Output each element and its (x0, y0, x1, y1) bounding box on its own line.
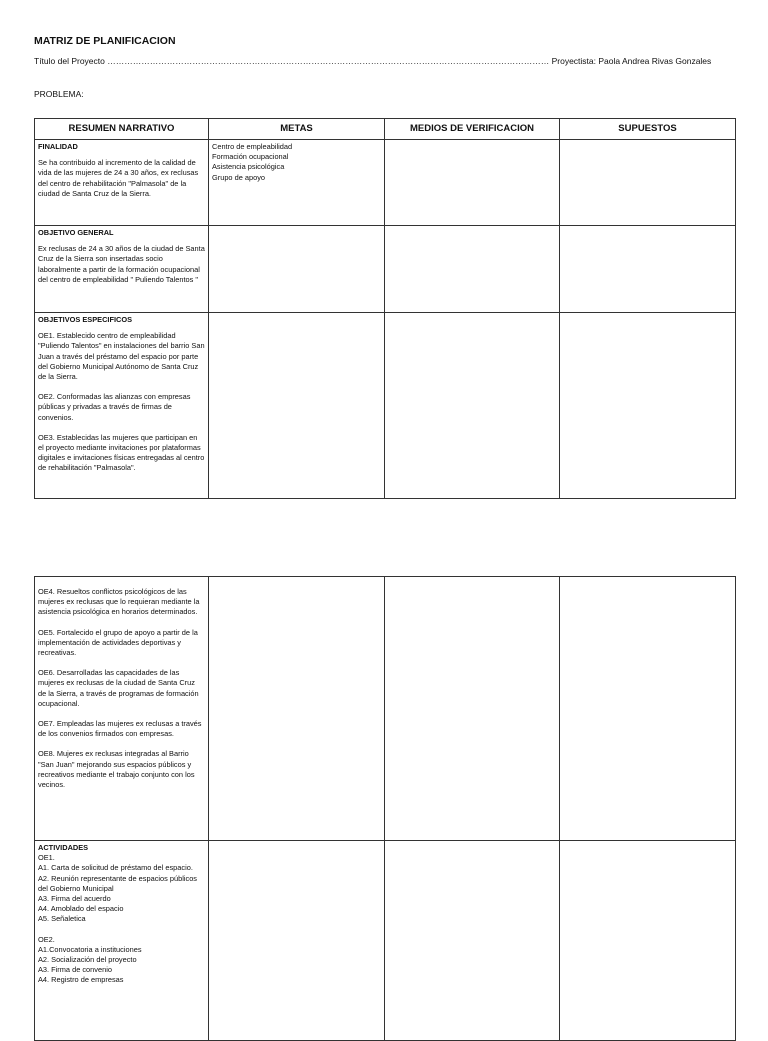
activity-item: A1. Carta de solicitud de préstamo del espacio. (38, 863, 193, 873)
meta-item: Grupo de apoyo (212, 172, 266, 182)
activity-item: A2. Socialización del proyecto (38, 955, 137, 965)
objective-item: OE1. Establecido centro de empleabilidad "Puliendo Talentos" en instalaciones del barrio San Juan a través del préstamo del espacio por parte del Gobierno Municipal Autónomo de Santa Cruz de la Sierra. (38, 331, 205, 382)
activity-item: A2. Reunión representante de espacios públicos del Gobierno Municipal (38, 873, 198, 893)
cell-actividades (35, 841, 209, 1041)
cell-finalidad (35, 140, 209, 226)
cell-continued-medios (385, 577, 560, 841)
finalidad-title: FINALIDAD (38, 142, 78, 151)
cell-finalidad-medios (385, 140, 560, 226)
activity-group-label: OE1. (38, 853, 55, 863)
objective-item: OE5. Fortalecido el grupo de apoyo a partir de la implementación de actividades deportivas y recreativas. (38, 627, 198, 658)
meta-item: Formación ocupacional (212, 152, 289, 162)
row-objetivo-general (35, 226, 736, 313)
document-title: MATRIZ DE PLANIFICACION (34, 35, 176, 47)
planning-matrix-page-1 (34, 118, 736, 499)
cell-actividades-medios (385, 841, 560, 1041)
header-resumen-narrativo: RESUMEN NARRATIVO (35, 119, 209, 140)
objective-item: OE8. Mujeres ex reclusas integradas al Barrio "San Juan" mejorando sus espacios públicos y recreativos mediante el trabajo conjunto con los vecinos. (38, 749, 195, 790)
cell-continued-supuestos (560, 577, 736, 841)
header-row (35, 119, 736, 140)
meta-item: Asistencia psicológica (212, 162, 285, 172)
activity-item: A1.Convocatoria a instituciones (38, 944, 142, 954)
activity-item: A3. Firma de convenio (38, 965, 112, 975)
problem-label: PROBLEMA: (34, 89, 84, 99)
activity-item: A5. Señaletica (38, 914, 86, 924)
cell-objetivos-especificos-metas (209, 313, 385, 499)
planning-matrix-page-2 (34, 576, 736, 1041)
row-objetivos-especificos-continued (35, 577, 736, 841)
header-medios-verificacion: MEDIOS DE VERIFICACION (385, 119, 560, 140)
cell-finalidad-metas (209, 140, 385, 226)
activity-item: A4. Amoblado del espacio (38, 904, 124, 914)
row-finalidad (35, 140, 736, 226)
objetivo-general-text: Ex reclusas de 24 a 30 años de la ciudad de Santa Cruz de la Sierra son insertadas socio laboralmente a partir de la formación ocupacional del centro de empleabilidad " Puliendo Talentos " (38, 244, 205, 284)
objetivos-especificos-title: OBJETIVOS ESPECIFICOS (38, 315, 133, 324)
objetivo-general-title: OBJETIVO GENERAL (38, 228, 114, 237)
activity-item: A3. Firma del acuerdo (38, 894, 111, 904)
objective-item: OE4. Resueltos conflictos psicológicos de las mujeres ex reclusas que lo requieran mediante la asistencia psicológica en horarios determinados. (38, 587, 200, 617)
cell-actividades-supuestos (560, 841, 736, 1041)
cell-objetivos-especificos (35, 313, 209, 499)
objective-item: OE7. Empleadas las mujeres ex reclusas a través de los convenios firmados con empresas. (38, 719, 202, 739)
activity-group-label: OE2. (38, 934, 55, 944)
objective-item: OE3. Establecidas las mujeres que participan en el proyecto mediante invitaciones por plataformas digitales e invitaciones físicas entregadas al centro de rehabilitación "Palmasola". (38, 432, 205, 473)
cell-continued-metas (209, 577, 385, 841)
actividades-title: ACTIVIDADES (38, 843, 89, 852)
cell-objetivo-general-supuestos (560, 226, 736, 313)
cell-actividades-metas (209, 841, 385, 1041)
header-supuestos: SUPUESTOS (560, 119, 736, 140)
activity-item: A4. Registro de empresas (38, 975, 124, 985)
objective-item: OE6. Desarrolladas las capacidades de las mujeres ex reclusas de la ciudad de Santa Cruz de la Sierra, a través de programas de formación ocupacional. (38, 668, 199, 708)
cell-objetivos-especificos-medios (385, 313, 560, 499)
finalidad-text: Se ha contribuido al incremento de la calidad de vida de las mujeres de 24 a 30 años, ex reclusas del centro de rehabilitación "Palmasola" de la ciudad de Santa Cruz de la Sierra. (38, 158, 199, 198)
row-actividades (35, 841, 736, 1041)
header-metas: METAS (209, 119, 385, 140)
cell-objetivos-especificos-supuestos (560, 313, 736, 499)
activity-group (38, 853, 205, 924)
meta-item: Centro de empleabilidad (212, 142, 293, 151)
activity-group (38, 935, 205, 986)
cell-objetivo-general-medios (385, 226, 560, 313)
cell-objetivo-general-metas (209, 226, 385, 313)
objective-item: OE2. Conformadas las alianzas con empresas públicas y privadas a través de firmas de convenios. (38, 392, 191, 422)
cell-objetivos-especificos-continued (35, 577, 209, 841)
cell-objetivo-general (35, 226, 209, 313)
cell-finalidad-supuestos (560, 140, 736, 226)
row-objetivos-especificos (35, 313, 736, 499)
project-title-line: Título del Proyecto ………………………………………………………………………………………………………………………………………… Proyectista: Paola Andrea Rivas Gonzales (34, 56, 712, 66)
